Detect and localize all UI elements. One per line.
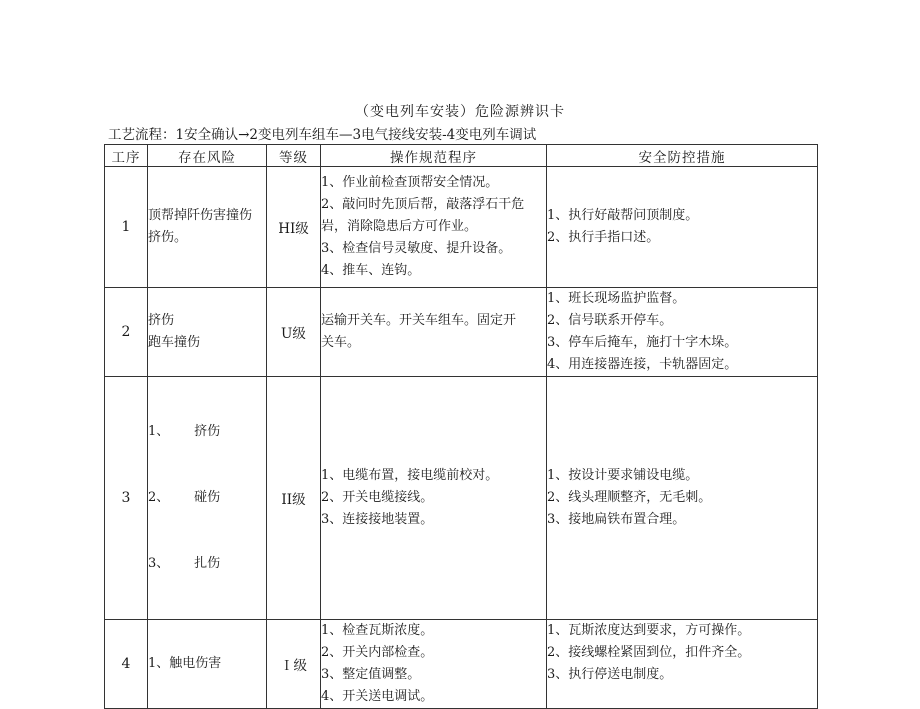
header-level: 等级 <box>267 145 321 167</box>
control-line: 1、执行好敲帮问顶制度。 <box>547 208 699 223</box>
header-controls: 安全防控措施 <box>547 145 818 167</box>
procedure-line: 4、开关送电调试。 <box>321 689 434 704</box>
header-step: 工序 <box>105 145 148 167</box>
control-line: 2、线头理顺整齐，无毛刺。 <box>547 490 712 505</box>
control-line: 2、信号联系开停车。 <box>547 313 673 328</box>
procedure-cell <box>321 620 547 709</box>
table-row <box>105 377 818 620</box>
level-cell: U级 <box>267 288 321 377</box>
header-risk: 存在风险 <box>148 145 267 167</box>
risk-cell <box>148 288 267 377</box>
control-line: 1、瓦斯浓度达到要求，方可操作。 <box>547 623 751 638</box>
table-row <box>105 167 818 288</box>
procedure-line: 3、连接接地装置。 <box>321 512 434 527</box>
procedure-line: 1、作业前检查顶帮安全情况。 <box>321 175 499 190</box>
page-title: （变电列车安装）危险源辨识卡 <box>355 104 565 120</box>
procedure-line: 3、整定值调整。 <box>321 667 421 682</box>
level-cell: II级 <box>267 377 321 620</box>
controls-cell <box>547 377 818 620</box>
risk-line: 2、 碰伤 <box>148 490 221 505</box>
level-cell: HI级 <box>267 167 321 288</box>
header-procedure: 操作规范程序 <box>321 145 547 167</box>
risk-cell <box>148 620 267 709</box>
control-line: 3、停车后掩车，施打十字木垛。 <box>547 335 738 350</box>
control-line: 3、接地扁铁布置合理。 <box>547 512 686 527</box>
step-number: 1 <box>105 167 148 288</box>
risk-line: 1、 挤伤 <box>148 424 221 439</box>
step-number: 4 <box>105 620 148 709</box>
step-number: 3 <box>105 377 148 620</box>
risk-cell <box>148 167 267 288</box>
table-row <box>105 288 818 377</box>
controls-cell <box>547 620 818 709</box>
procedure-line: 2、开关内部检查。 <box>321 645 434 660</box>
control-line: 1、按设计要求铺设电缆。 <box>547 468 699 483</box>
controls-cell <box>547 288 818 377</box>
risk-line: 跑车撞伤 <box>148 335 201 350</box>
procedure-line: 1、检查瓦斯浓度。 <box>321 623 434 638</box>
control-line: 1、班长现场监护监督。 <box>547 291 686 306</box>
risk-line: 3、 扎伤 <box>148 556 221 571</box>
procedure-line: 2、敲问时先顶后帮，敲落浮石干危 <box>321 197 525 212</box>
procedure-cell <box>321 377 547 620</box>
procedure-line: 岩，消除隐患后方可作业。 <box>321 219 478 234</box>
procedure-line: 关车。 <box>321 335 361 350</box>
step-number: 2 <box>105 288 148 377</box>
table-header-row <box>105 145 818 167</box>
procedure-line: 3、检查信号灵敏度、提升设备。 <box>321 241 512 256</box>
risk-cell <box>148 377 267 620</box>
process-flow: 工艺流程：1安全确认→2变电列车组车—3电气接线安装-4变电列车调试 <box>108 127 537 143</box>
procedure-line: 4、推车、连钩。 <box>321 263 421 278</box>
hazard-table <box>104 144 818 709</box>
risk-line: 挤伤 <box>148 313 175 328</box>
procedure-cell <box>321 167 547 288</box>
level-cell: Ｉ级 <box>267 620 321 709</box>
risk-line: 挤伤。 <box>148 230 188 245</box>
controls-cell <box>547 167 818 288</box>
risk-line: 顶帮掉阡伤害撞伤 <box>148 208 253 223</box>
control-line: 2、执行手指口述。 <box>547 230 660 245</box>
procedure-cell <box>321 288 547 377</box>
control-line: 4、用连接器连接，卡轨器固定。 <box>547 357 738 372</box>
procedure-line: 运输开关车。开关车组车。固定开 <box>321 313 517 328</box>
risk-line: 1、触电伤害 <box>148 656 222 671</box>
control-line: 3、执行停送电制度。 <box>547 667 673 682</box>
table-row <box>105 620 818 709</box>
procedure-line: 1、电缆布置，接电缆前校对。 <box>321 468 499 483</box>
procedure-line: 2、开关电缆接线。 <box>321 490 434 505</box>
control-line: 2、接线螺栓紧固到位，扣件齐全。 <box>547 645 751 660</box>
